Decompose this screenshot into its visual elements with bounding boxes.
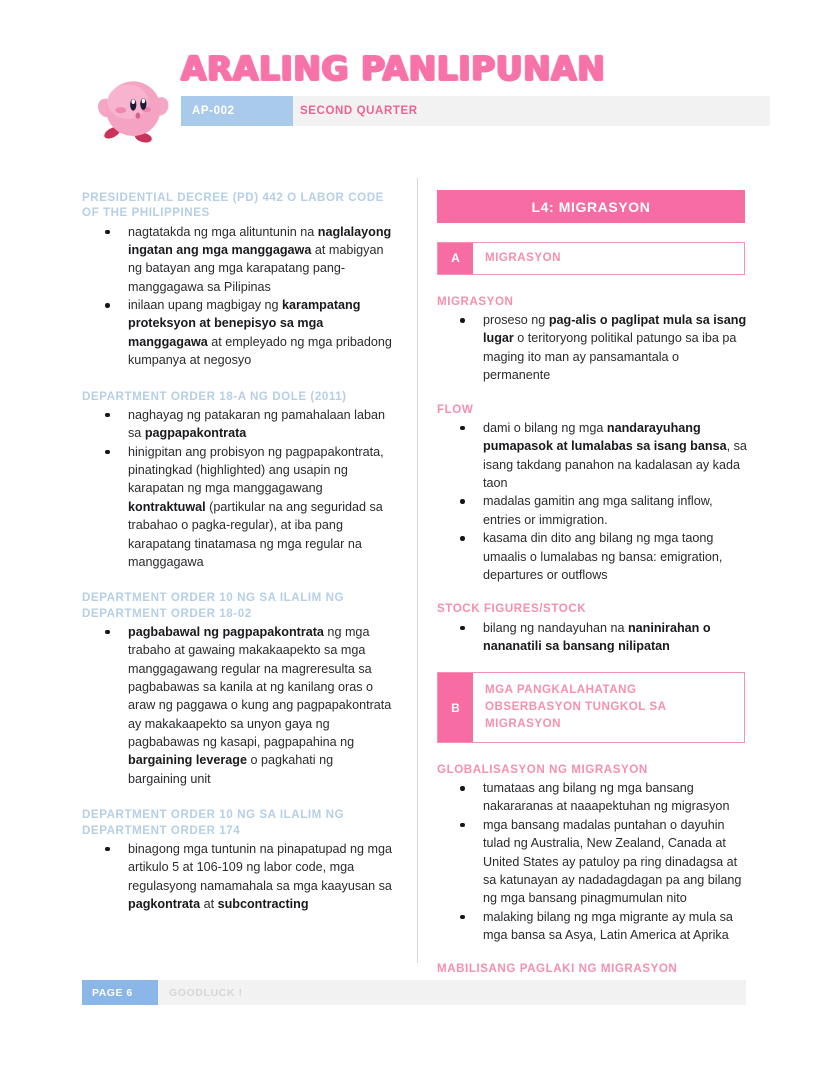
body-text: inilaan upang magbigay ng [128, 298, 283, 313]
emphasis-text: naglalayong ingatan ang mga manggagawa [128, 224, 392, 257]
body-text: mga bansang madalas puntahan o dayuhin tulad ng Australia, New Zealand, Canada at United States ay patuloy pa ring dinadagsa at sa katunayan ay nadadagdagan pa ang bilang ng mga bansang pinagmumulan nito [483, 817, 742, 906]
left-column [82, 190, 392, 932]
body-text: madalas gamitin ang mga salitang inflow, entries or immigration. [483, 494, 713, 527]
list-item [82, 406, 392, 443]
list-item [437, 311, 747, 385]
emphasis-text: subcontracting [217, 896, 309, 911]
content-block [82, 190, 392, 370]
bullet-list [82, 223, 392, 370]
subject-code-badge: AP-002 [181, 96, 293, 126]
emphasis-text: kontraktuwal [128, 499, 206, 514]
body-text: binagong mga tuntunin na pinapatupad ng mga artikulo 5 at 106-109 ng labor code, mga regulasyong namamahala sa mga kaayusan sa [128, 841, 392, 893]
body-text: nagtatakda ng mga alituntunin na [128, 224, 318, 239]
body-text: at [200, 896, 218, 911]
content-block [437, 294, 747, 385]
section-title: MGA PANGKALAHATANG OBSERBASYON TUNGKOL SA MIGRASYON [485, 683, 667, 730]
emphasis-text: nandarayuhang pumapasok at lumalabas sa isang bansa [483, 420, 727, 454]
body-text: at empleyado ng mga pribadong kumpanya at negosyo [128, 334, 392, 368]
bullet-list [82, 406, 392, 571]
meta-bar [181, 96, 770, 126]
body-text: dami o bilang ng mga [483, 420, 607, 435]
section-heading: MIGRASYON [437, 294, 514, 308]
body-text: kasama din dito ang bilang ng mga taong umaalis o lumalabas ng bansa: emigration, departures or outflows [483, 531, 723, 582]
section-heading: STOCK FIGURES/STOCK [437, 602, 587, 616]
body-text: o pagkahati ng bargaining unit [128, 753, 334, 786]
bullet-list [82, 623, 392, 788]
section-header-box [437, 242, 745, 275]
emphasis-text: karampatang proteksyon at benepisyo sa mga manggagawa [128, 298, 361, 349]
content-block [437, 762, 747, 945]
bullet-list [82, 840, 392, 914]
bullet-list [437, 311, 747, 385]
body-text: proseso ng [483, 313, 549, 328]
body-text: hinigpitan ang probisyon ng pagpapakontrata, pinatingkad (highlighted) ang usapin ng karapatan ng mga manggagawang [128, 444, 384, 496]
emphasis-text: bargaining leverage [128, 753, 247, 768]
section-heading: GLOBALISASYON NG MIGRASYON [437, 762, 648, 776]
emphasis-text: pagkontrata [128, 896, 201, 911]
body-text: at mabigyan ng batayan ang mga karapatang pang-manggagawa sa Pilipinas [128, 242, 384, 294]
body-text: (partikular na ang seguridad sa trabahao o pagka-regular), at iba pang karapatang tinatamasa ng mga regular na manggagawa [128, 499, 383, 569]
body-text: bilang ng nandayuhan na [483, 620, 628, 635]
list-item [437, 492, 747, 529]
list-item [437, 529, 747, 584]
list-item [82, 840, 392, 914]
body-text: , sa isang takdang panahon na kadalasan ay kada taon [483, 439, 747, 491]
list-item [437, 908, 747, 945]
content-block [82, 389, 392, 572]
body-text: ng mga trabaho at gawaing makakaapekto sa mga manggagawang regular na magreresulta sa pagbabawas sa kanila at ng kanilang oras o araw ng paggawa o kung ang pagpapakontrata ay makakaapekto sa unyon gaya ng pagbabawas ng kasapi, pagpapahina ng [128, 624, 392, 750]
bullet-list [437, 419, 747, 584]
footer-note: GOODLUCK ! [169, 986, 243, 999]
list-item [437, 419, 747, 493]
section-heading: DEPARTMENT ORDER 10 NG SA ILALIM NG DEPARTMENT ORDER 174 [82, 808, 345, 837]
list-item [82, 443, 392, 572]
page-footer [82, 980, 746, 1005]
quarter-label: SECOND QUARTER [300, 105, 418, 117]
content-block [437, 601, 747, 655]
section-title: MIGRASYON [485, 251, 561, 264]
section-heading: DEPARTMENT ORDER 18-A NG DOLE (2011) [82, 389, 347, 403]
section-header-box [437, 672, 745, 742]
section-heading: MABILISANG PAGLAKI NG MIGRASYON [437, 962, 678, 976]
body-text: malaking bilang ng mga migrante ay mula sa mga bansa sa Asya, Latin America at Aprika [483, 909, 733, 942]
body-text: tumataas ang bilang ng mga bansang nakararanas at naaapektuhan ng migrasyon [483, 781, 730, 814]
right-column [437, 190, 747, 994]
content-block [82, 590, 392, 788]
kirby-mascot-icon [95, 72, 173, 150]
page-title: ARALING PANLIPUNAN [181, 49, 606, 88]
list-item [82, 296, 392, 370]
section-heading: PRESIDENTIAL DECREE (PD) 442 O LABOR CODE OF THE PHILIPPINES [82, 191, 384, 220]
section-letter-badge: A [438, 243, 473, 274]
emphasis-text: pagpapakontrata [144, 426, 247, 441]
content-block [82, 807, 392, 913]
page-number-badge: PAGE 6 [82, 980, 158, 1005]
lesson-title-bar: L4: MIGRASYON [437, 190, 745, 223]
bullet-list [437, 779, 747, 944]
emphasis-text: pagbabawal ng pagpapakontrata [128, 624, 324, 639]
list-item [437, 619, 747, 656]
content-block [437, 961, 747, 976]
page-header [0, 0, 828, 170]
list-item [82, 223, 392, 297]
list-item [82, 623, 392, 788]
section-heading: DEPARTMENT ORDER 10 NG SA ILALIM NG DEPARTMENT ORDER 18-02 [82, 591, 345, 620]
list-item [437, 779, 747, 816]
body-text: o teritoryong politikal patungo sa iba pa maging ito man ay pansamantala o permanente [483, 331, 737, 383]
emphasis-text: naninirahan o nananatili sa bansang nilipatan [483, 620, 711, 653]
section-letter-badge: B [438, 673, 473, 741]
section-heading: FLOW [437, 402, 474, 416]
body-text: naghayag ng patakaran ng pamahalaan laban sa [128, 407, 385, 441]
bullet-list [437, 619, 747, 656]
list-item [437, 816, 747, 908]
emphasis-text: pag-alis o paglipat mula sa isang lugar [483, 313, 747, 346]
column-divider [417, 178, 418, 963]
content-block [437, 402, 747, 585]
